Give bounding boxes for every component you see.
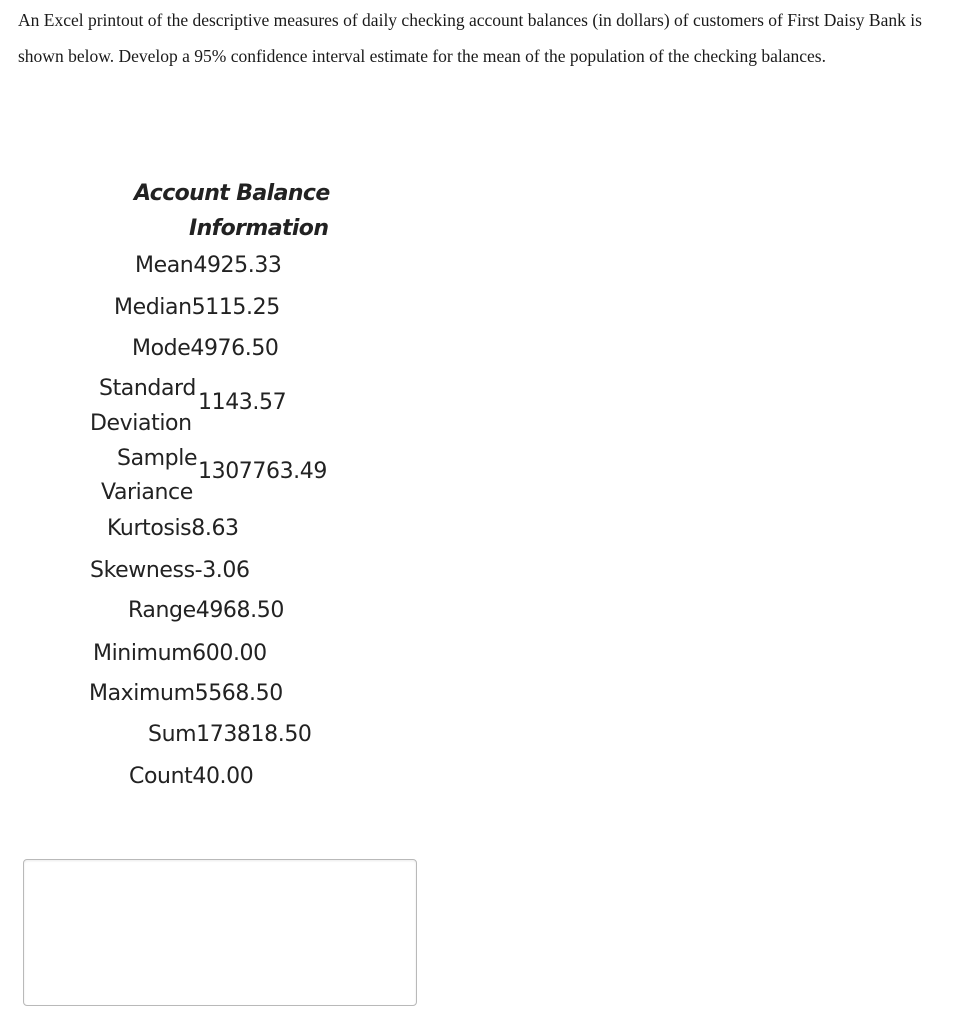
stat-value: 8.63 (191, 516, 239, 541)
stat-label-deviation: Deviation (90, 411, 192, 436)
stat-label: Range (128, 598, 196, 623)
stat-value: 5568.50 (194, 681, 283, 706)
stat-row-skewness (90, 558, 250, 583)
stat-row-sum (148, 722, 312, 747)
answer-input[interactable] (23, 859, 417, 1006)
table-title-line1: Account Balance (134, 181, 330, 206)
stat-label: Mean (135, 253, 194, 278)
stat-label: Sum (148, 722, 197, 747)
table-title-line2: Information (189, 216, 329, 241)
stat-row-median (114, 295, 280, 320)
stat-label: Skewness (90, 558, 195, 583)
stat-row-kurtosis (107, 516, 239, 541)
stat-label-standard: Standard (99, 376, 196, 401)
stat-value: 4976.50 (190, 336, 279, 361)
stat-row-range (128, 598, 284, 623)
stat-label: Median (114, 295, 192, 320)
stat-value: -3.06 (194, 558, 250, 583)
stat-row-maximum (89, 681, 283, 706)
stat-value: 4968.50 (195, 598, 284, 623)
stat-value: 600.00 (192, 641, 267, 666)
stat-label-sample: Sample (117, 446, 198, 471)
stat-label: Count (129, 764, 193, 789)
stat-label: Minimum (93, 641, 193, 666)
question-text: An Excel printout of the descriptive measures of daily checking account balances (in dollars) of customers of First Daisy Bank is shown below. Develop a 95% confidence interval estimate for the mean of the population of the checking balances. (18, 10, 922, 66)
stat-row-count (129, 764, 253, 789)
stat-label: Maximum (89, 681, 195, 706)
stat-row-mode (132, 336, 279, 361)
stat-value: 4925.33 (193, 253, 282, 278)
stat-label-variance: Variance (101, 480, 193, 505)
stat-value-sample-variance: 1307763.49 (198, 459, 327, 484)
stat-value: 5115.25 (191, 295, 280, 320)
stat-value-standard-deviation: 1143.57 (198, 390, 287, 415)
stat-value: 40.00 (192, 764, 254, 789)
stat-label: Mode (132, 336, 191, 361)
stat-label: Kurtosis (107, 516, 192, 541)
stat-row-minimum (93, 641, 267, 666)
stat-value: 173818.50 (196, 722, 312, 747)
stat-row-mean (135, 253, 282, 278)
